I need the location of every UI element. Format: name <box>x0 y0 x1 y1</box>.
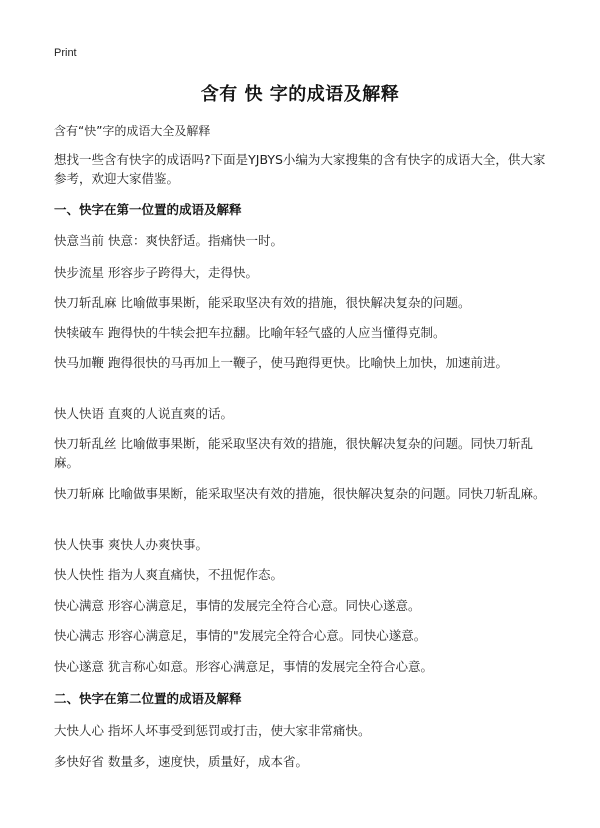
idiom-entry: 快刀斩麻 比喻做事果断，能采取坚决有效的措施，很快解决复杂的问题。同快刀斩乱麻。 <box>54 486 546 501</box>
intro-paragraph: 想找一些含有快字的成语吗?下面是YJBYS小编为大家搜集的含有快字的成语大全，供大家参考，欢迎大家借鉴。 <box>54 152 546 186</box>
idiom-entry: 大快人心 指坏人坏事受到惩罚或打击，使大家非常痛快。 <box>54 723 371 738</box>
idiom-entry: 快刀斩乱麻 比喻做事果断，能采取坚决有效的措施，很快解决复杂的问题。 <box>54 295 471 310</box>
idiom-entry: 快意当前 快意：爽快舒适。指痛快一时。 <box>54 233 283 248</box>
idiom-entry: 快人快性 指为人爽直痛快，不扭怩作态。 <box>54 567 283 582</box>
idiom-entry: 快心遂意 犹言称心如意。形容心满意足，事情的发展完全符合心意。 <box>54 659 433 674</box>
idiom-entry: 快心满意 形容心满意足，事情的发展完全符合心意。同快心遂意。 <box>54 598 421 613</box>
section-heading-second-position: 二、快字在第二位置的成语及解释 <box>54 691 242 706</box>
section-heading-first-position: 一、快字在第一位置的成语及解释 <box>54 202 242 217</box>
page-title: 含有 快 字的成语及解释 <box>200 84 400 105</box>
idiom-entry: 快人快事 爽快人办爽快事。 <box>54 537 208 552</box>
idiom-entry: 快心满志 形容心满意足，事情的"发展完全符合心意。同快心遂意。 <box>54 628 427 643</box>
idiom-entry: 快犊破车 跑得快的牛犊会把车拉翻。比喻年轻气盛的人应当懂得克制。 <box>54 325 446 340</box>
page-subtitle: 含有“快”字的成语大全及解释 <box>54 124 211 138</box>
print-link[interactable]: Print <box>54 47 77 59</box>
idiom-entry: 快步流星 形容步子跨得大，走得快。 <box>54 265 258 280</box>
idiom-entry: 多快好省 数量多，速度快，质量好，成本省。 <box>54 754 308 769</box>
idiom-entry: 快刀斩乱丝 比喻做事果断，能采取坚决有效的措施，很快解决复杂的问题。同快刀斩乱麻。 <box>54 436 533 470</box>
idiom-entry: 快马加鞭 跑得很快的马再加上一鞭子，使马跑得更快。比喻快上加快，加速前进。 <box>54 355 508 370</box>
idiom-entry: 快人快语 直爽的人说直爽的话。 <box>54 406 233 421</box>
